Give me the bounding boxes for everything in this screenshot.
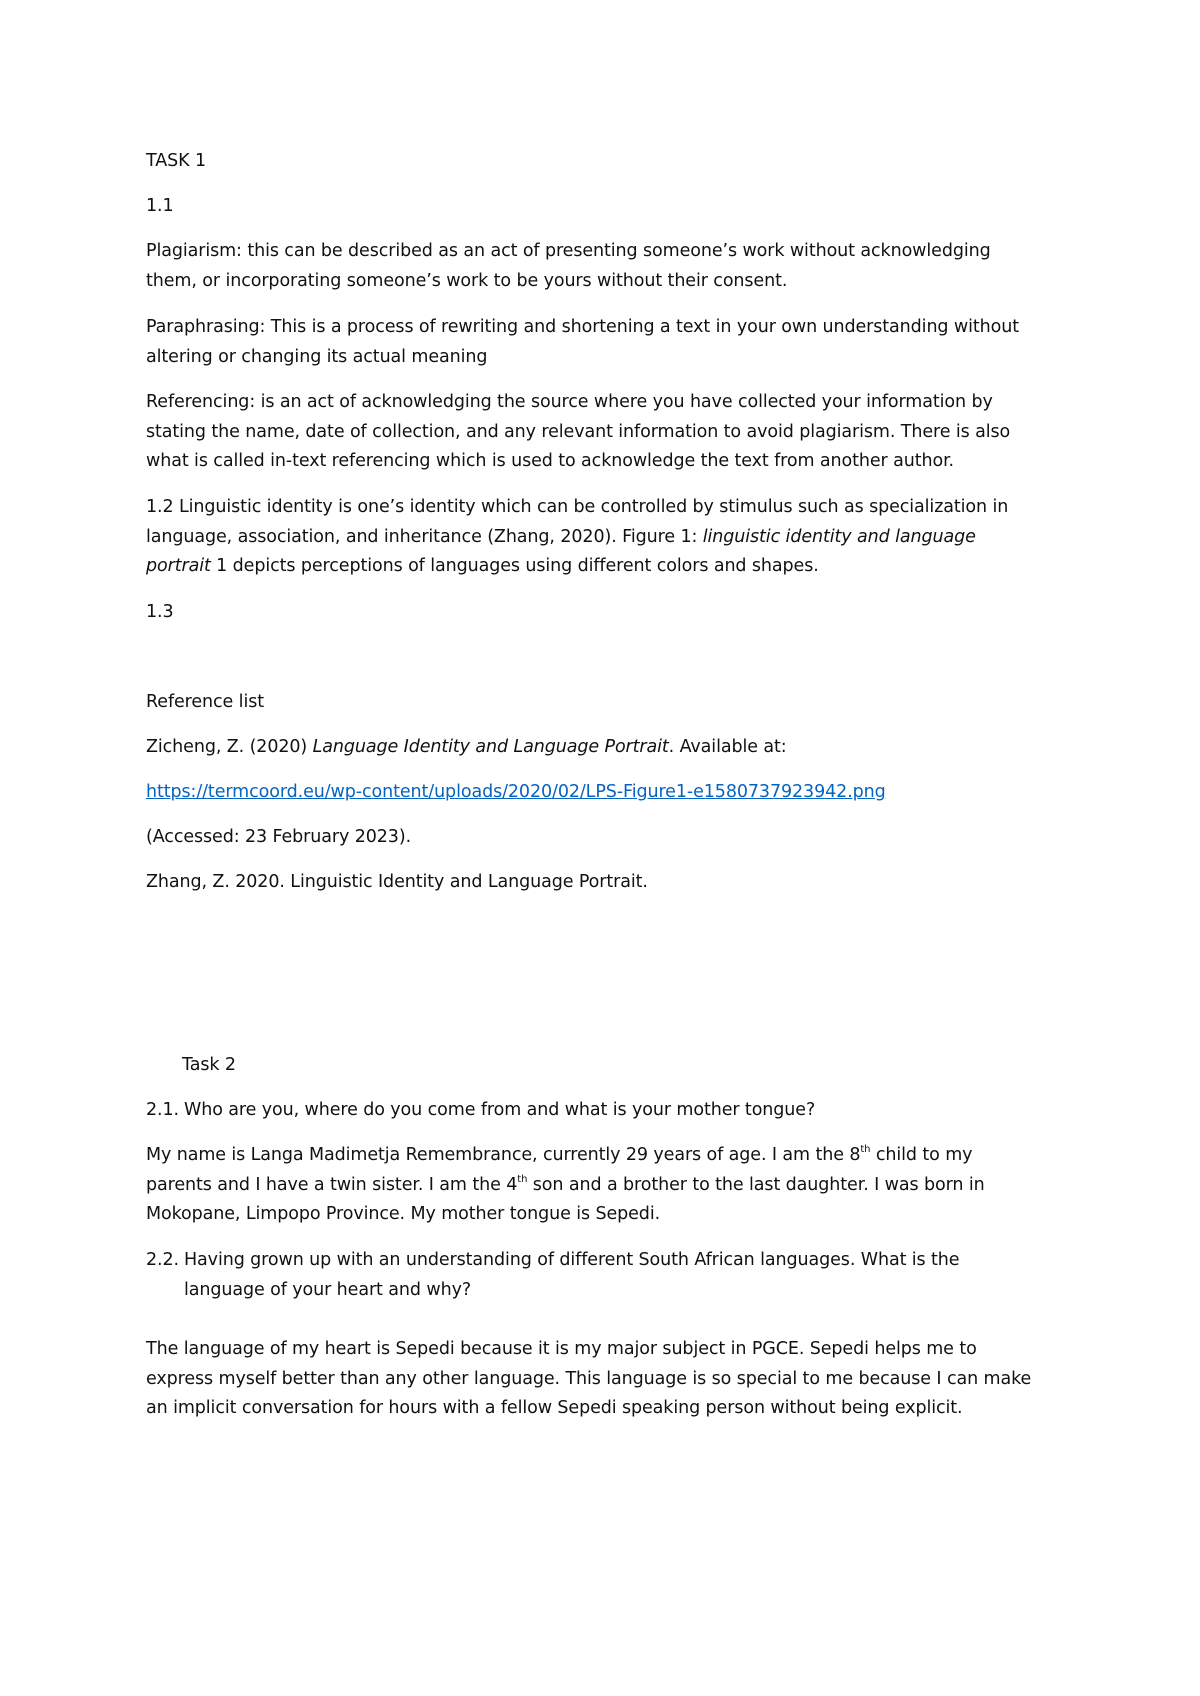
task1-heading: TASK 1 (146, 151, 206, 171)
referencing-line-3: what is called in-text referencing which is used to acknowledge the text from another author. (146, 451, 955, 471)
task2-heading: Task 2 (182, 1055, 236, 1075)
figure-caption-italic-cont: portrait (146, 556, 211, 576)
referencing-paragraph (146, 388, 1066, 477)
answer-2-1-line-2-a: parents and I have a twin sister. I am the 4 (146, 1174, 518, 1195)
answer-2-1-line-2-b: son and a brother to the last daughter. I was born in (527, 1174, 985, 1195)
question-1-2-paragraph (146, 493, 1066, 582)
referencing-line-1: Referencing: is an act of acknowledging the source where you have collected your information by (146, 392, 993, 412)
reference-list-heading: Reference list (146, 692, 264, 712)
q1-2-line-3 (146, 552, 1066, 582)
reference-1-url-line (146, 778, 1066, 808)
paraphrasing-line-1: Paraphrasing: This is a process of rewriting and shortening a text in your own understanding without (146, 317, 1019, 337)
ordinal-suffix: th (860, 1144, 871, 1155)
answer-2-1-line-2 (146, 1171, 1066, 1201)
q1-2-line-1: 1.2 Linguistic identity is one’s identity which can be controlled by stimulus such as specialization in (146, 497, 1009, 517)
reference-1 (146, 733, 1066, 763)
question-2-2-text (184, 1246, 1054, 1305)
plagiarism-line-2: them, or incorporating someone’s work to be yours without their consent. (146, 270, 788, 291)
figure-caption-italic: linguistic identity and language (702, 526, 976, 547)
reference-1-title: Language Identity and Language Portrait (312, 737, 669, 757)
question-1-3: 1.3 (146, 602, 174, 622)
ordinal-suffix: th (517, 1173, 528, 1185)
reference-1-url-link[interactable]: https://termcoord.eu/wp-content/uploads/2020/02/LPS-Figure1-e1580737923942.png (146, 782, 886, 802)
question-2-2-line-1: Having grown up with an understanding of different South African languages. What is the (184, 1250, 960, 1270)
reference-1-accessed: (Accessed: 23 February 2023). (146, 827, 412, 847)
reference-2: Zhang, Z. 2020. Linguistic Identity and Language Portrait. (146, 872, 648, 892)
answer-2-1-line-1 (146, 1141, 1066, 1171)
referencing-line-2: stating the name, date of collection, and any relevant information to avoid plagiarism. There is also (146, 421, 1011, 442)
question-2-2-number: 2.2. (146, 1250, 179, 1270)
paraphrasing-paragraph (146, 313, 1066, 372)
q1-2-line-2-text: language, association, and inheritance (Zhang, 2020). Figure 1: (146, 526, 703, 547)
question-1-1: 1.1 (146, 196, 174, 216)
q1-2-line-3-text: 1 depicts perceptions of languages using different colors and shapes. (210, 556, 819, 576)
question-2-1-number: 2.1. (146, 1100, 179, 1120)
q1-2-line-2 (146, 523, 1066, 553)
question-2-1-text: Who are you, where do you come from and what is your mother tongue? (184, 1100, 816, 1120)
answer-2-2-line-1: The language of my heart is Sepedi because it is my major subject in PGCE. Sepedi helps me to (146, 1339, 977, 1359)
paraphrasing-line-2: altering or changing its actual meaning (146, 346, 488, 367)
reference-1-available: . Available at: (668, 737, 787, 757)
plagiarism-line-1: Plagiarism: this can be described as an act of presenting someone’s work without acknowledging (146, 241, 991, 261)
answer-2-1-line-1-a: My name is Langa Madimetja Remembrance, currently 29 years of age. I am the 8 (146, 1145, 861, 1165)
plagiarism-paragraph (146, 237, 1066, 296)
answer-2-1-line-1-b: child to my (870, 1145, 973, 1165)
answer-2-2-line-2: express myself better than any other language. This language is so special to me because I can make (146, 1368, 1032, 1389)
reference-1-author: Zicheng, Z. (2020) (146, 737, 313, 757)
question-2-2-line-2: language of your heart and why? (184, 1279, 472, 1300)
answer-2-2-line-3: an implicit conversation for hours with a fellow Sepedi speaking person without being explicit. (146, 1398, 963, 1418)
answer-2-1-line-3: Mokopane, Limpopo Province. My mother tongue is Sepedi. (146, 1204, 661, 1224)
answer-2-1-paragraph (146, 1141, 1066, 1230)
answer-2-2-paragraph (146, 1335, 1066, 1424)
